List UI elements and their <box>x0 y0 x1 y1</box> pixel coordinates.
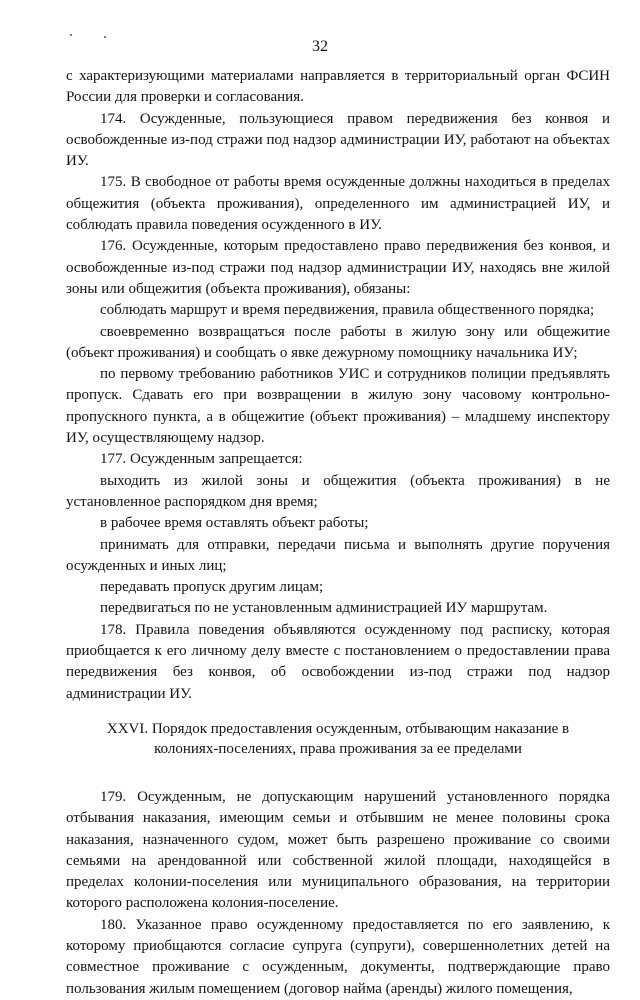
paragraph: принимать для отправки, передачи письма и выполнять другие поручения осужденных и иных лиц; <box>66 536 610 574</box>
paragraph: в рабочее время оставлять объект работы; <box>100 515 369 532</box>
paragraph: выходить из жилой зоны и общежития (объекта проживания) в не установленное распорядком дня время; <box>66 472 610 510</box>
paragraph: 176. Осужденные, которым предоставлено право передвижения без конвоя, и освобожденные из-под стражи под надзор администрации ИУ, находясь вне жилой зоны или общежития (объекта проживания), обязаны: <box>66 238 610 297</box>
paragraph: 180. Указанное право осужденному предоставляется по его заявлению, к которому приобщаются согласие супруга (супруги), совершеннолетних детей на совместное проживание с осужденным, документы, подтверждающие право пользования жилым помещением (договор найма (аренды) жилого помещения, <box>66 916 610 997</box>
paragraph: своевременно возвращаться после работы в жилую зону или общежитие (объект проживания) и сообщать о явке дежурному помощнику начальника ИУ; <box>66 323 610 361</box>
paragraph: 177. Осужденным запрещается: <box>100 451 303 468</box>
section-heading-line: XXVI. Порядок предоставления осужденным, отбывающим наказание в <box>106 720 570 737</box>
paragraph: 179. Осужденным, не допускающим нарушений установленного порядка отбывания наказания, имеющим семьи и отбывшим не менее половины срока наказания, назначенного судом, может быть разрешено проживание со своими семьями на арендованной или собственной жилой площади, находящейся в пределах колонии-поселения или муниципального образования, на территории которого расположена колония-поселение. <box>66 788 610 912</box>
paragraph: по первому требованию работников УИС и сотрудников полиции предъявлять пропуск. Сдавать его при возвращении в жилую зону часовому контрольно-пропускного пункта, а в общежитие (объект проживания) – младшему инспектору ИУ, осуществляющему надзор. <box>66 366 610 447</box>
section-heading <box>66 719 610 759</box>
paragraph: передавать пропуск другим лицам; <box>100 579 324 596</box>
section-heading-line: колониях-поселениях, права проживания за ее пределами <box>154 740 522 757</box>
document-body <box>66 66 610 1000</box>
scan-mark <box>70 34 72 36</box>
paragraph: 178. Правила поведения объявляются осужденному под расписку, которая приобщается к его личному делу вместе с постановлением о предоставлении права передвижения без конвоя, об освобождении из-под стражи под надзор администрации ИУ. <box>66 621 610 702</box>
paragraph: 174. Осужденные, пользующиеся правом передвижения без конвоя и освобожденные из-под стражи под надзор администрации ИУ, работают на объектах ИУ. <box>66 110 610 170</box>
paragraph: 175. В свободное от работы время осужденные должны находиться в пределах общежития (объекта проживания), определенного им администрацией ИУ, и соблюдать правила поведения осужденного в ИУ. <box>66 174 610 234</box>
page-number: 32 <box>312 38 328 55</box>
paragraph: соблюдать маршрут и время передвижения, правила общественного порядка; <box>100 302 595 319</box>
paragraph: передвигаться по не установленным администрацией ИУ маршрутам. <box>100 600 548 617</box>
paragraph: с характеризующими материалами направляется в территориальный орган ФСИН России для проверки и согласования. <box>66 68 610 106</box>
